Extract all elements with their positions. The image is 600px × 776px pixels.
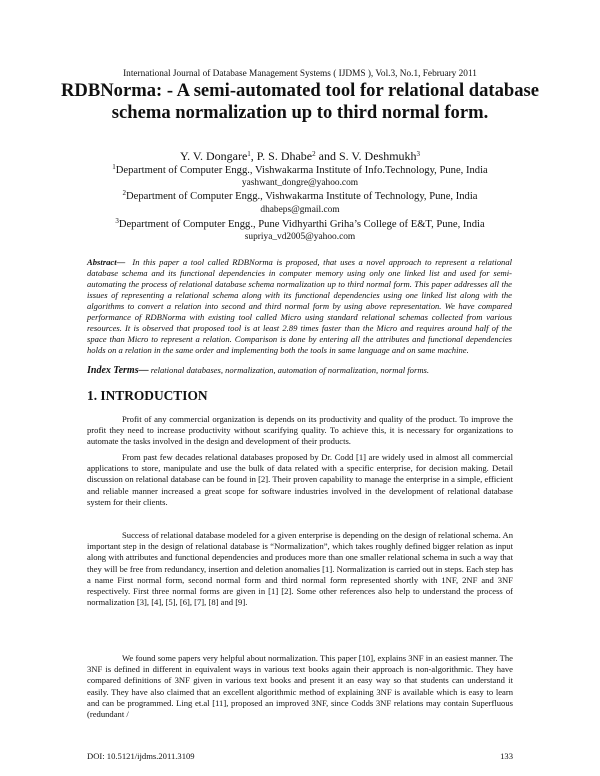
- section-heading: 1. INTRODUCTION: [87, 388, 208, 403]
- paragraph-1: Profit of any commercial organization is depends on its productivity and quality of the product. To improve the profit they need to increase productivity without scarifying quality. To achieve this, it is necessary for organizations to automate the tasks involved in the design and development of their products.: [87, 414, 513, 447]
- affiliation-3: $^3$Department of Computer Engg., Pune Vidhyarthi Griha’s College of E&T, Pune, India: [115, 217, 485, 230]
- email-2: dhabeps@gmail.com: [260, 205, 340, 215]
- abstract: [87, 257, 512, 356]
- affiliation-1: $^1$Department of Computer Engg., Vishwakarma Institute of Info.Technology, Pune, India: [112, 163, 488, 176]
- paragraph-2: From past few decades relational databases proposed by Dr. Codd [1] are widely used in almost all commercial applications to store, manipulate and use the bulk of data related with a specific enterprise, for decision making. Detail discussion on relational database can be found in [2]. Their proven capability to manage the enterprise in a simple, efficient and reliable manner increased a great scope for software industries involved in the development of relational database system for their clients.: [87, 452, 513, 507]
- email-3: supriya_vd2005@yahoo.com: [244, 232, 356, 242]
- index-terms-text: relational databases, normalization, automation of normalization, normal forms.: [148, 365, 430, 375]
- index-terms: [87, 365, 527, 376]
- journal-header: International Journal of Database Management Systems ( IJDMS ), Vol.3, No.1, February 2011: [123, 69, 477, 79]
- index-terms-label: Index Terms—: [87, 365, 149, 376]
- page-number: 133: [500, 751, 513, 761]
- abstract-label: Abstract—: [87, 257, 126, 267]
- page-footer: [87, 751, 513, 761]
- affiliation-2: $^2$Department of Computer Engg., Vishwakarma Institute of Technology, Pune, India: [122, 189, 478, 202]
- abstract-text: In this paper a tool called RDBNorma is proposed, that uses a novel approach to represent a relational database schema and its functional dependencies in computer memory using only one linked list and used for semi-automating the process of relational database schema normalization up to third normal form. This paper addresses all the issues of representing a relational schema along with its functional dependencies using one linked list along with the algorithms to convert a relation into second and third normal form by using above representation. We have compared performance of RDBNorma with existing tool called Micro using standard relational schemas collected from various resources. It is observed that proposed tool is at least 2.89 times faster than the Micro and requires around half of the space than Micro to represent a relation. Comparison is done by entering all the attributes and functional dependencies holds on a relation in the same order and implementing both the tools in same language and on same machine.: [87, 257, 513, 355]
- author-3: and S. V. Deshmukh: [318, 149, 417, 163]
- paragraph-4: We found some papers very helpful about normalization. This paper [10], explains 3NF in an easiest manner. The 3NF is defined in different in equivalent ways in various text books again their approach is non-algorithmic. They have compared definitions of 3NF given in various text books and present it an easy way so that students can understand it easily. They have also claimed that an excellent algorithmic method of explaining 3NF is available which is easy to learn and can be programmed. Ling et.al [11], proposed an improved 3NF, since Codds 3NF relations may contain Superfluous (redundant /: [87, 653, 513, 720]
- email-1: yashwant_dongre@yahoo.com: [241, 178, 359, 188]
- author-1: Y. V. Dongare: [179, 149, 248, 163]
- paragraph-3: Success of relational database modeled for a given enterprise is depending on the design of relational schema. An important step in the design of relational database is “Normalization”, which takes roughly defined bigger relation as input along with attributes and functional dependencies and produces more than one smaller relational schema in such a way that they will be free from redundancy, insertion and deletion anomalies [1]. Normalization is carried out in steps. Each step has a name First normal form, second normal form and third normal form represented shortly with 1NF, 2NF and 3NF respectively. First three normal forms are given in [1] [2]. Some other references also help to understand the process of normalization [3], [4], [5], [6], [7], [8] and [9].: [87, 530, 513, 608]
- paper-title: RDBNorma: - A semi-automated tool for relational database schema normalization up to third normal form.: [60, 80, 540, 123]
- doi: DOI: 10.5121/ijdms.2011.3109: [87, 751, 195, 761]
- author-2: , P. S. Dhabe: [250, 149, 313, 163]
- author-list: Y. V. Dongare$^1$, P. S. Dhabe$^2$ and S. V. Deshmukh$^3$: [179, 149, 421, 163]
